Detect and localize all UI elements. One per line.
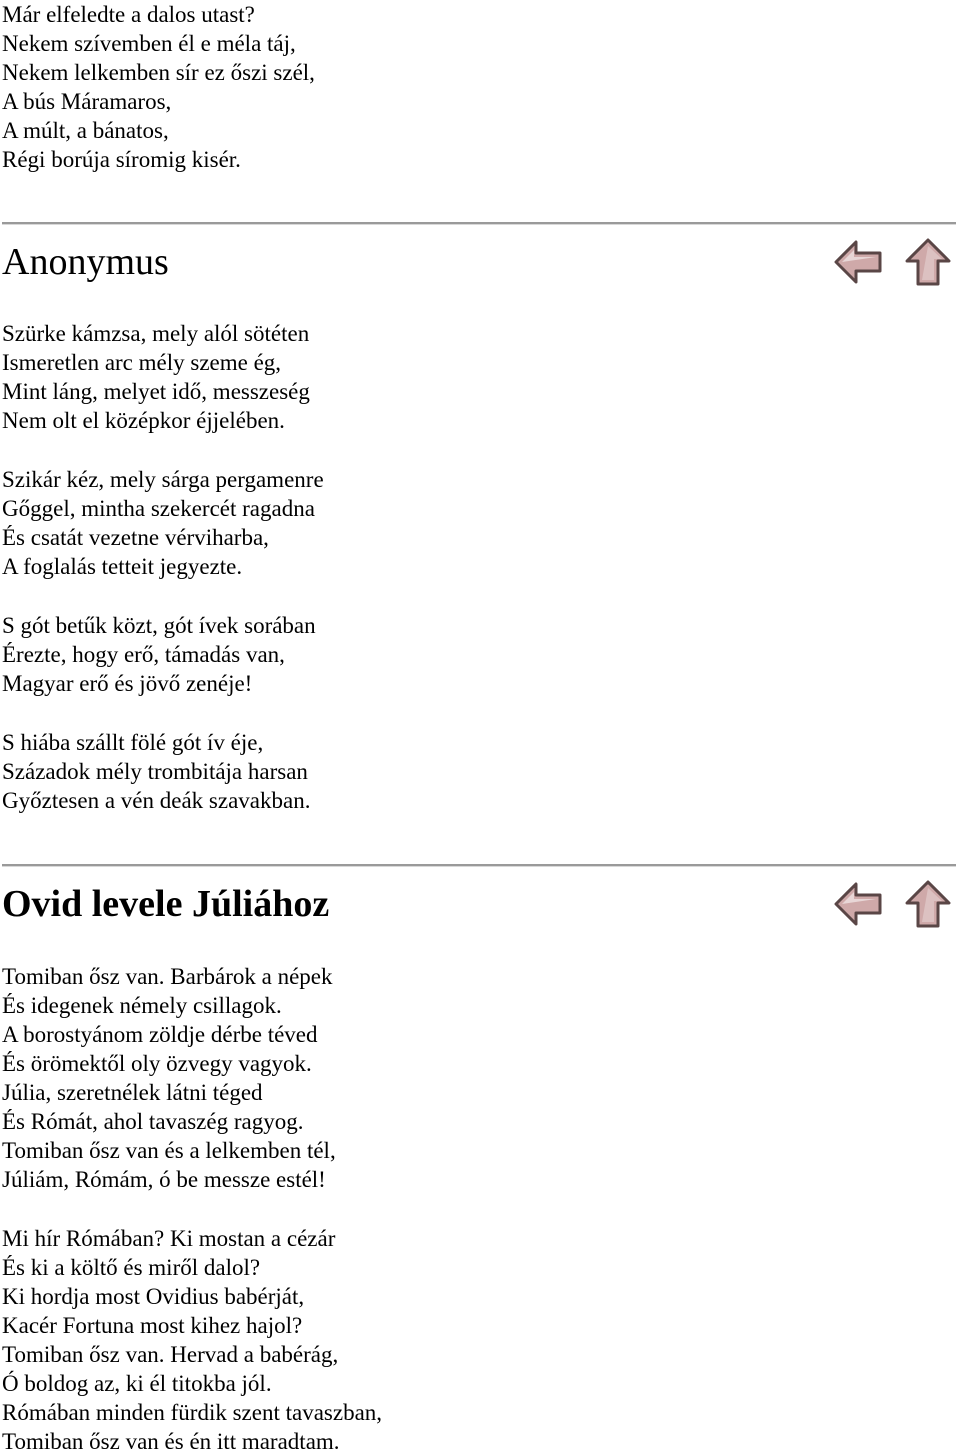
poem-nav-ovid bbox=[834, 880, 954, 930]
poem-stanza bbox=[2, 1224, 382, 1456]
poem-stanza bbox=[2, 728, 310, 815]
poem-line: Tomiban ősz van és én itt maradtam. bbox=[2, 1429, 340, 1454]
poem-line: Ismeretlen arc mély szeme ég, bbox=[2, 350, 282, 375]
poem-line: Századok mély trombitája harsan bbox=[2, 759, 308, 784]
poem-line: És ki a költő és miről dalol? bbox=[2, 1255, 261, 1280]
arrow-up-icon bbox=[904, 238, 952, 286]
up-button[interactable] bbox=[904, 238, 952, 291]
back-button[interactable] bbox=[834, 238, 884, 291]
poem-stanza bbox=[2, 465, 324, 581]
poem-line: Ki hordja most Ovidius babérját, bbox=[2, 1284, 305, 1309]
poem-stanza bbox=[2, 319, 310, 435]
poem-line: Győztesen a vén deák szavakban. bbox=[2, 788, 311, 813]
poem-line: És idegenek némely csillagok. bbox=[2, 993, 282, 1018]
arrow-left-icon bbox=[834, 880, 884, 928]
poem-line: Régi borúja síromig kisér. bbox=[2, 147, 241, 172]
poem-line: És csatát vezetne vérviharba, bbox=[2, 525, 269, 550]
poem-line: Mi hír Rómában? Ki mostan a cézár bbox=[2, 1226, 336, 1251]
poem-line: És örömektől oly özvegy vagyok. bbox=[2, 1051, 312, 1076]
poem-line: Júlia, szeretnélek látni téged bbox=[2, 1080, 263, 1105]
arrow-left-icon bbox=[834, 238, 884, 286]
poem-line: A foglalás tetteit jegyezte. bbox=[2, 554, 243, 579]
poem-title-anonymus: Anonymus bbox=[2, 241, 169, 283]
poem-nav-anonymus bbox=[834, 238, 954, 288]
poem-line: S hiába szállt fölé gót ív éje, bbox=[2, 730, 264, 755]
poem-line: Tomiban ősz van. Barbárok a népek bbox=[2, 964, 333, 989]
poem-line: Ó boldog az, ki él titokba jól. bbox=[2, 1371, 272, 1396]
poem-line: Gőggel, mintha szekercét ragadna bbox=[2, 496, 315, 521]
poem-line: Már elfeledte a dalos utast? bbox=[2, 2, 255, 27]
previous-poem-stanza bbox=[2, 0, 315, 174]
poem-line: Magyar erő és jövő zenéje! bbox=[2, 671, 253, 696]
poem-line: Rómában minden fürdik szent tavaszban, bbox=[2, 1400, 383, 1425]
poem-line: Nekem lelkemben sír ez őszi szél, bbox=[2, 60, 315, 85]
poem-line: És Rómát, ahol tavaszég ragyog. bbox=[2, 1109, 304, 1134]
poem-line: Tomiban ősz van és a lelkemben tél, bbox=[2, 1138, 336, 1163]
back-button[interactable] bbox=[834, 880, 884, 933]
poem-line: Szürke kámzsa, mely alól sötéten bbox=[2, 321, 310, 346]
poem-line: Júliám, Rómám, ó be messze estél! bbox=[2, 1167, 326, 1192]
section-divider bbox=[2, 864, 956, 867]
poem-line: Nekem szívemben él e méla táj, bbox=[2, 31, 296, 56]
poem-line: A borostyánom zöldje dérbe téved bbox=[2, 1022, 318, 1047]
poem-line: Nem olt el középkor éjjelében. bbox=[2, 408, 285, 433]
poem-line: A bús Máramaros, bbox=[2, 89, 172, 114]
poem-line: Érezte, hogy erő, támadás van, bbox=[2, 642, 285, 667]
poem-line: Szikár kéz, mely sárga pergamenre bbox=[2, 467, 324, 492]
poem-stanza bbox=[2, 611, 316, 698]
poem-line: Kacér Fortuna most kihez hajol? bbox=[2, 1313, 303, 1338]
poem-line: S gót betűk közt, gót ívek sorában bbox=[2, 613, 316, 638]
up-button[interactable] bbox=[904, 880, 952, 933]
poem-title-ovid: Ovid levele Júliához bbox=[2, 883, 330, 925]
arrow-up-icon bbox=[904, 880, 952, 928]
poem-line: Mint láng, melyet idő, messzeség bbox=[2, 379, 310, 404]
poem-line: A múlt, a bánatos, bbox=[2, 118, 169, 143]
poem-stanza bbox=[2, 962, 336, 1194]
section-divider bbox=[2, 222, 956, 225]
poem-line: Tomiban ősz van. Hervad a babérág, bbox=[2, 1342, 339, 1367]
